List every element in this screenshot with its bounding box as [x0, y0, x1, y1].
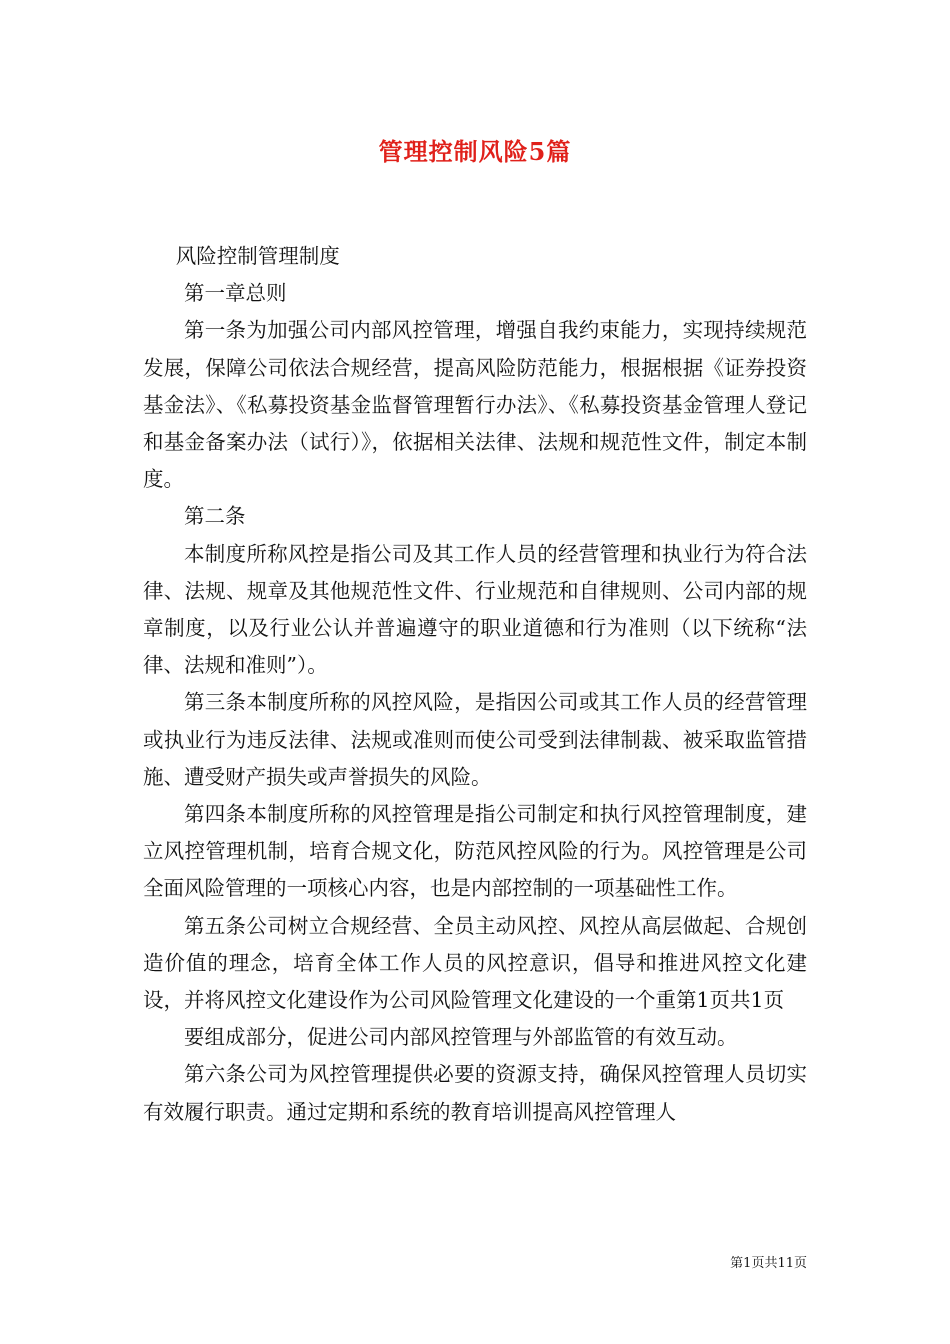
- document-title: 管理控制风险5篇: [378, 137, 572, 166]
- page-number: 第1页共11页: [730, 1256, 807, 1271]
- paragraph-article-2-heading: 第二条: [184, 504, 246, 529]
- paragraph-article-4: 第四条本制度所称的风控管理是指公司制定和执行风控管理制度，建立风控管理机制，培育合规文化，防范风控风险的行为。风控管理是公司全面风险管理的一项核心内容，也是内部控制的一项基础性工作。: [143, 802, 807, 901]
- paragraph-article-6: 第六条公司为风控管理提供必要的资源支持，确保风控管理人员切实有效履行职责。通过定期和系统的教育培训提高风控管理人: [143, 1062, 807, 1124]
- paragraph-heading: 风险控制管理制度: [175, 244, 340, 268]
- paragraph-article-5-continued: 要组成部分，促进公司内部风控管理与外部监管的有效互动。: [184, 1025, 738, 1050]
- document-body: [143, 238, 807, 1131]
- paragraph-article-1: 第一条为加强公司内部风控管理，增强自我约束能力，实现持续规范发展，保障公司依法合规经营，提高风险防范能力，根据根据《证券投资基金法》、《私募投资基金监督管理暂行办法》、《私募投资基金管理人登记和基金备案办法（试行）》，依据相关法律、法规和规范性文件，制定本制度。: [143, 318, 807, 492]
- paragraph-article-5: 第五条公司树立合规经营、全员主动风控、风控从高层做起、合规创造价值的理念，培育全体工作人员的风控意识，倡导和推进风控文化建设，并将风控文化建设作为公司风险管理文化建设的一个重第1页共1页: [143, 913, 807, 1013]
- paragraph-article-2: 本制度所称风控是指公司及其工作人员的经营管理和执业行为符合法律、法规、规章及其他规范性文件、行业规范和自律规则、公司内部的规章制度，以及行业公认并普遍遵守的职业道德和行为准则（以下统称“法律、法规和准则”）。: [143, 541, 807, 678]
- paragraph-chapter: 第一章总则: [184, 281, 287, 306]
- paragraph-article-3: 第三条本制度所称的风控风险，是指因公司或其工作人员的经营管理或执业行为违反法律、法规或准则而使公司受到法律制裁、被采取监管措施、遭受财产损失或声誉损失的风险。: [143, 690, 807, 789]
